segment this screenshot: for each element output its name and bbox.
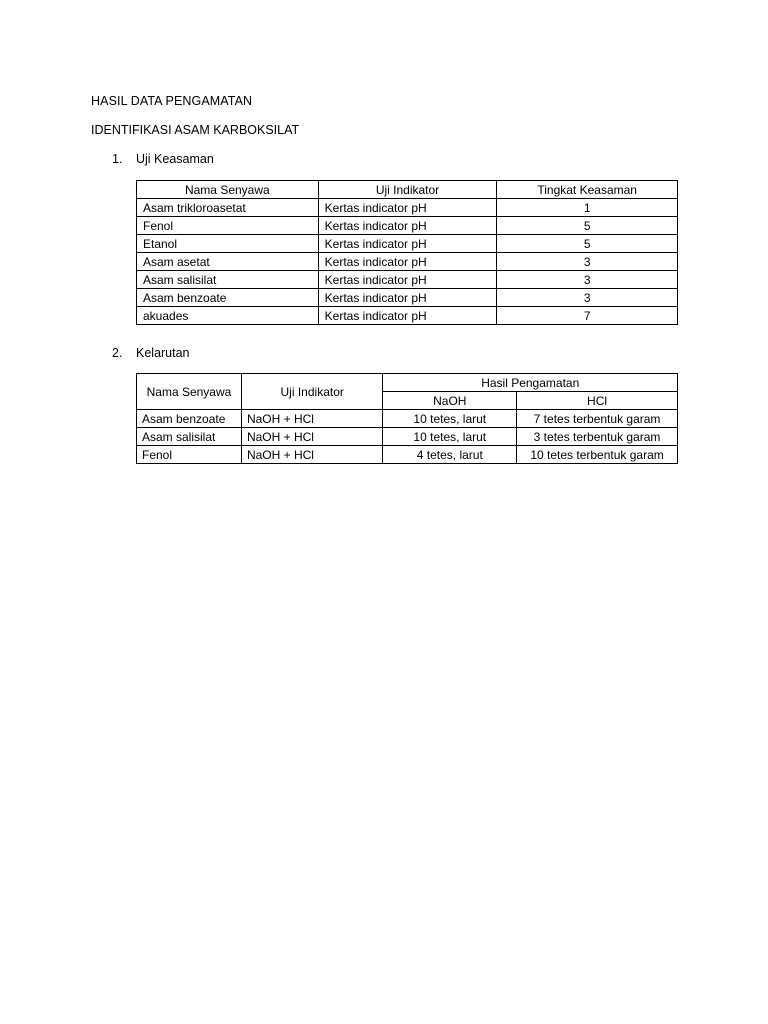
table-cell: 4 tetes, larut (383, 446, 517, 464)
column-header: Nama Senyawa (137, 374, 242, 410)
table-cell: Fenol (137, 446, 242, 464)
column-header: Nama Senyawa (137, 181, 319, 199)
table-row (137, 235, 678, 253)
section-number: 2. (112, 346, 123, 360)
table-cell: akuades (137, 307, 319, 325)
section-heading-uji-keasaman (112, 152, 214, 166)
table-row (137, 307, 678, 325)
column-header: NaOH (383, 392, 517, 410)
table-cell: Asam salisilat (137, 271, 319, 289)
table-cell: Asam salisilat (137, 428, 242, 446)
document-title: HASIL DATA PENGAMATAN (91, 94, 253, 108)
column-header: Uji Indikator (241, 374, 383, 410)
table-cell: Asam trikloroasetat (137, 199, 319, 217)
table-cell: Kertas indicator pH (318, 289, 497, 307)
table-cell: Kertas indicator pH (318, 253, 497, 271)
table-cell: Kertas indicator pH (318, 217, 497, 235)
table-cell: 3 (497, 271, 678, 289)
table-cell: 7 (497, 307, 678, 325)
column-group-header: Hasil Pengamatan (383, 374, 678, 392)
table-cell: 3 (497, 253, 678, 271)
table-cell: 1 (497, 199, 678, 217)
table-cell: 10 tetes, larut (383, 410, 517, 428)
acidity-table (136, 180, 678, 325)
table-cell: NaOH + HCl (241, 410, 383, 428)
table-cell: Asam asetat (137, 253, 319, 271)
table-row (137, 253, 678, 271)
section-title: Uji Keasaman (136, 152, 214, 166)
table-cell: Kertas indicator pH (318, 235, 497, 253)
table-row (137, 428, 678, 446)
table-row (137, 410, 678, 428)
table-cell: Asam benzoate (137, 289, 319, 307)
table-cell: 5 (497, 217, 678, 235)
table-row (137, 271, 678, 289)
table-row (137, 289, 678, 307)
table-header-row (137, 374, 678, 392)
table-cell: 7 tetes terbentuk garam (517, 410, 678, 428)
section-title: Kelarutan (136, 346, 190, 360)
table-cell: 10 tetes terbentuk garam (517, 446, 678, 464)
section-number: 1. (112, 152, 123, 166)
document-subtitle: IDENTIFIKASI ASAM KARBOKSILAT (91, 123, 300, 137)
section-heading-kelarutan (112, 346, 190, 360)
table-cell: 3 (497, 289, 678, 307)
table-row (137, 446, 678, 464)
table-cell: 5 (497, 235, 678, 253)
solubility-table (136, 373, 678, 464)
table-cell: 3 tetes terbentuk garam (517, 428, 678, 446)
table-cell: NaOH + HCl (241, 428, 383, 446)
table-row (137, 199, 678, 217)
table-cell: Asam benzoate (137, 410, 242, 428)
table-cell: Kertas indicator pH (318, 199, 497, 217)
table-cell: Etanol (137, 235, 319, 253)
column-header: HCl (517, 392, 678, 410)
table-header-row (137, 181, 678, 199)
table-cell: Fenol (137, 217, 319, 235)
table-cell: 10 tetes, larut (383, 428, 517, 446)
table-row (137, 217, 678, 235)
table-cell: NaOH + HCl (241, 446, 383, 464)
table-cell: Kertas indicator pH (318, 307, 497, 325)
table-cell: Kertas indicator pH (318, 271, 497, 289)
column-header: Tingkat Keasaman (497, 181, 678, 199)
column-header: Uji Indikator (318, 181, 497, 199)
